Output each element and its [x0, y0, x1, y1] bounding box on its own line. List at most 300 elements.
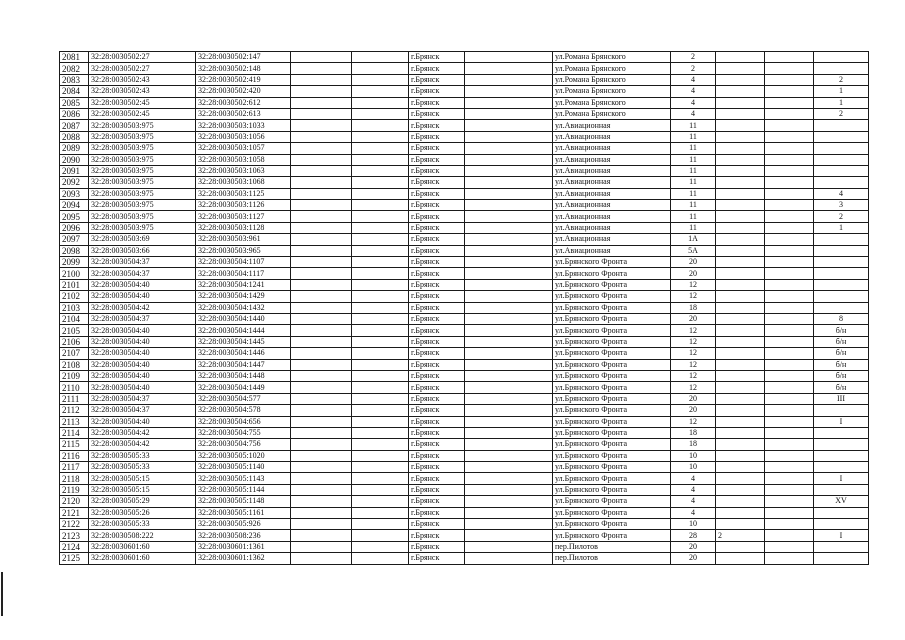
apartment-cell: 2 — [814, 108, 869, 119]
city-cell: г.Брянск — [409, 519, 465, 530]
parent-cadastral-number-cell: 32:28:0030505:15 — [89, 484, 196, 495]
table-body — [60, 52, 869, 565]
empty-cell — [352, 131, 409, 142]
empty-cell — [352, 405, 409, 416]
row-number-cell: 2096 — [60, 222, 89, 233]
street-cell: ул.Авиационная — [553, 211, 671, 222]
cadastral-number-cell: 32:28:0030503:1127 — [196, 211, 291, 222]
empty-cell — [352, 553, 409, 564]
parent-cadastral-number-cell: 32:28:0030503:975 — [89, 120, 196, 131]
empty-cell — [765, 496, 814, 507]
building-cell — [716, 222, 765, 233]
empty-cell — [765, 393, 814, 404]
city-cell: г.Брянск — [409, 257, 465, 268]
city-cell: г.Брянск — [409, 268, 465, 279]
table-row — [60, 359, 869, 370]
street-cell: ул.Брянского Фронта — [553, 325, 671, 336]
empty-cell — [765, 120, 814, 131]
cadastral-number-cell: 32:28:0030505:1020 — [196, 450, 291, 461]
house-number-cell: 4 — [671, 473, 716, 484]
apartment-cell — [814, 165, 869, 176]
cadastral-number-cell: 32:28:0030502:420 — [196, 86, 291, 97]
empty-cell — [465, 268, 553, 279]
row-number-cell: 2105 — [60, 325, 89, 336]
house-number-cell: 10 — [671, 519, 716, 530]
apartment-cell: б/н — [814, 370, 869, 381]
empty-cell — [352, 86, 409, 97]
parent-cadastral-number-cell: 32:28:0030505:33 — [89, 450, 196, 461]
row-number-cell: 2089 — [60, 143, 89, 154]
street-cell: ул.Авиационная — [553, 177, 671, 188]
cadastral-number-cell: 32:28:0030503:1057 — [196, 143, 291, 154]
table-row — [60, 257, 869, 268]
parent-cadastral-number-cell: 32:28:0030504:37 — [89, 313, 196, 324]
row-number-cell: 2125 — [60, 553, 89, 564]
empty-cell — [765, 245, 814, 256]
empty-cell — [291, 439, 352, 450]
empty-cell — [765, 86, 814, 97]
city-cell: г.Брянск — [409, 439, 465, 450]
building-cell — [716, 268, 765, 279]
street-cell: ул.Брянского Фронта — [553, 439, 671, 450]
apartment-cell — [814, 52, 869, 63]
empty-cell — [765, 268, 814, 279]
row-number-cell: 2114 — [60, 427, 89, 438]
building-cell: 2 — [716, 530, 765, 541]
margin-line — [1, 572, 3, 616]
empty-cell — [465, 245, 553, 256]
empty-cell — [765, 427, 814, 438]
empty-cell — [465, 325, 553, 336]
empty-cell — [352, 313, 409, 324]
house-number-cell: 12 — [671, 279, 716, 290]
building-cell — [716, 154, 765, 165]
empty-cell — [765, 291, 814, 302]
house-number-cell: 4 — [671, 97, 716, 108]
empty-cell — [765, 530, 814, 541]
cadastral-number-cell: 32:28:0030505:1161 — [196, 507, 291, 518]
city-cell: г.Брянск — [409, 370, 465, 381]
empty-cell — [765, 325, 814, 336]
parent-cadastral-number-cell: 32:28:0030503:69 — [89, 234, 196, 245]
table-row — [60, 496, 869, 507]
empty-cell — [465, 439, 553, 450]
empty-cell — [352, 63, 409, 74]
house-number-cell: 4 — [671, 74, 716, 85]
house-number-cell: 10 — [671, 462, 716, 473]
street-cell: ул.Авиационная — [553, 154, 671, 165]
house-number-cell: 20 — [671, 541, 716, 552]
row-number-cell: 2087 — [60, 120, 89, 131]
parent-cadastral-number-cell: 32:28:0030504:42 — [89, 439, 196, 450]
cadastral-number-cell: 32:28:0030502:613 — [196, 108, 291, 119]
house-number-cell: 12 — [671, 348, 716, 359]
empty-cell — [352, 473, 409, 484]
cadastral-number-cell: 32:28:0030508:236 — [196, 530, 291, 541]
row-number-cell: 2086 — [60, 108, 89, 119]
parent-cadastral-number-cell: 32:28:0030505:33 — [89, 462, 196, 473]
apartment-cell: 1 — [814, 222, 869, 233]
empty-cell — [765, 200, 814, 211]
street-cell: ул.Брянского Фронта — [553, 393, 671, 404]
apartment-cell — [814, 462, 869, 473]
empty-cell — [765, 177, 814, 188]
table-row — [60, 200, 869, 211]
empty-cell — [291, 74, 352, 85]
house-number-cell: 12 — [671, 325, 716, 336]
apartment-cell: б/н — [814, 348, 869, 359]
city-cell: г.Брянск — [409, 405, 465, 416]
building-cell — [716, 211, 765, 222]
city-cell: г.Брянск — [409, 279, 465, 290]
cadastral-number-cell: 32:28:0030504:656 — [196, 416, 291, 427]
house-number-cell: 12 — [671, 359, 716, 370]
empty-cell — [465, 177, 553, 188]
empty-cell — [291, 211, 352, 222]
empty-cell — [352, 52, 409, 63]
building-cell — [716, 86, 765, 97]
empty-cell — [291, 97, 352, 108]
empty-cell — [465, 200, 553, 211]
empty-cell — [291, 108, 352, 119]
table-row — [60, 541, 869, 552]
empty-cell — [465, 120, 553, 131]
row-number-cell: 2102 — [60, 291, 89, 302]
empty-cell — [465, 234, 553, 245]
empty-cell — [765, 279, 814, 290]
cadastral-number-cell: 32:28:0030503:965 — [196, 245, 291, 256]
table-row — [60, 131, 869, 142]
city-cell: г.Брянск — [409, 484, 465, 495]
empty-cell — [291, 120, 352, 131]
table-row — [60, 143, 869, 154]
street-cell: ул.Брянского Фронта — [553, 450, 671, 461]
empty-cell — [352, 348, 409, 359]
street-cell: ул.Романа Брянского — [553, 63, 671, 74]
street-cell: ул.Романа Брянского — [553, 86, 671, 97]
empty-cell — [465, 188, 553, 199]
house-number-cell: 28 — [671, 530, 716, 541]
empty-cell — [352, 177, 409, 188]
empty-cell — [465, 108, 553, 119]
parent-cadastral-number-cell: 32:28:0030505:26 — [89, 507, 196, 518]
row-number-cell: 2103 — [60, 302, 89, 313]
row-number-cell: 2108 — [60, 359, 89, 370]
row-number-cell: 2123 — [60, 530, 89, 541]
empty-cell — [291, 165, 352, 176]
apartment-cell — [814, 63, 869, 74]
empty-cell — [352, 382, 409, 393]
cadastral-number-cell: 32:28:0030503:1033 — [196, 120, 291, 131]
parent-cadastral-number-cell: 32:28:0030504:40 — [89, 416, 196, 427]
empty-cell — [291, 313, 352, 324]
row-number-cell: 2091 — [60, 165, 89, 176]
empty-cell — [765, 484, 814, 495]
empty-cell — [465, 97, 553, 108]
empty-cell — [465, 541, 553, 552]
city-cell: г.Брянск — [409, 52, 465, 63]
empty-cell — [765, 63, 814, 74]
empty-cell — [291, 359, 352, 370]
city-cell: г.Брянск — [409, 427, 465, 438]
empty-cell — [291, 325, 352, 336]
building-cell — [716, 450, 765, 461]
building-cell — [716, 74, 765, 85]
street-cell: ул.Авиационная — [553, 245, 671, 256]
empty-cell — [291, 370, 352, 381]
building-cell — [716, 541, 765, 552]
building-cell — [716, 302, 765, 313]
building-cell — [716, 416, 765, 427]
street-cell: пер.Пилотов — [553, 553, 671, 564]
apartment-cell — [814, 131, 869, 142]
city-cell: г.Брянск — [409, 200, 465, 211]
empty-cell — [465, 359, 553, 370]
row-number-cell: 2120 — [60, 496, 89, 507]
empty-cell — [291, 553, 352, 564]
building-cell — [716, 484, 765, 495]
parent-cadastral-number-cell: 32:28:0030503:975 — [89, 188, 196, 199]
street-cell: ул.Романа Брянского — [553, 97, 671, 108]
empty-cell — [465, 382, 553, 393]
street-cell: ул.Брянского Фронта — [553, 257, 671, 268]
house-number-cell: 11 — [671, 222, 716, 233]
parent-cadastral-number-cell: 32:28:0030504:37 — [89, 257, 196, 268]
empty-cell — [291, 200, 352, 211]
empty-cell — [465, 302, 553, 313]
empty-cell — [765, 359, 814, 370]
city-cell: г.Брянск — [409, 450, 465, 461]
row-number-cell: 2107 — [60, 348, 89, 359]
empty-cell — [352, 268, 409, 279]
empty-cell — [765, 222, 814, 233]
street-cell: ул.Брянского Фронта — [553, 313, 671, 324]
apartment-cell — [814, 439, 869, 450]
apartment-cell: б/н — [814, 359, 869, 370]
empty-cell — [291, 519, 352, 530]
street-cell: ул.Брянского Фронта — [553, 496, 671, 507]
city-cell: г.Брянск — [409, 63, 465, 74]
street-cell: ул.Брянского Фронта — [553, 279, 671, 290]
house-number-cell: 12 — [671, 382, 716, 393]
empty-cell — [765, 257, 814, 268]
table-row — [60, 86, 869, 97]
city-cell: г.Брянск — [409, 188, 465, 199]
empty-cell — [765, 450, 814, 461]
cadastral-number-cell: 32:28:0030504:578 — [196, 405, 291, 416]
empty-cell — [465, 279, 553, 290]
apartment-cell: б/н — [814, 336, 869, 347]
row-number-cell: 2117 — [60, 462, 89, 473]
cadastral-number-cell: 32:28:0030504:1432 — [196, 302, 291, 313]
property-register-table — [59, 51, 869, 565]
row-number-cell: 2082 — [60, 63, 89, 74]
empty-cell — [291, 484, 352, 495]
table-row — [60, 325, 869, 336]
apartment-cell: б/н — [814, 382, 869, 393]
house-number-cell: 12 — [671, 291, 716, 302]
empty-cell — [291, 245, 352, 256]
house-number-cell: 20 — [671, 257, 716, 268]
house-number-cell: 12 — [671, 370, 716, 381]
parent-cadastral-number-cell: 32:28:0030503:975 — [89, 177, 196, 188]
house-number-cell: 2 — [671, 52, 716, 63]
parent-cadastral-number-cell: 32:28:0030505:15 — [89, 473, 196, 484]
city-cell: г.Брянск — [409, 177, 465, 188]
empty-cell — [765, 370, 814, 381]
house-number-cell: 11 — [671, 200, 716, 211]
empty-cell — [352, 450, 409, 461]
apartment-cell — [814, 120, 869, 131]
apartment-cell — [814, 507, 869, 518]
house-number-cell: 20 — [671, 553, 716, 564]
building-cell — [716, 177, 765, 188]
house-number-cell: 12 — [671, 416, 716, 427]
city-cell: г.Брянск — [409, 245, 465, 256]
row-number-cell: 2116 — [60, 450, 89, 461]
house-number-cell: 20 — [671, 405, 716, 416]
cadastral-number-cell: 32:28:0030502:148 — [196, 63, 291, 74]
parent-cadastral-number-cell: 32:28:0030503:975 — [89, 154, 196, 165]
street-cell: ул.Авиационная — [553, 188, 671, 199]
empty-cell — [765, 416, 814, 427]
cadastral-number-cell: 32:28:0030504:1446 — [196, 348, 291, 359]
empty-cell — [352, 393, 409, 404]
apartment-cell — [814, 234, 869, 245]
parent-cadastral-number-cell: 32:28:0030502:45 — [89, 108, 196, 119]
table-row — [60, 291, 869, 302]
house-number-cell: 5А — [671, 245, 716, 256]
city-cell: г.Брянск — [409, 120, 465, 131]
street-cell: ул.Авиационная — [553, 234, 671, 245]
parent-cadastral-number-cell: 32:28:0030502:43 — [89, 86, 196, 97]
empty-cell — [291, 234, 352, 245]
house-number-cell: 20 — [671, 393, 716, 404]
table-row — [60, 234, 869, 245]
table-row — [60, 245, 869, 256]
empty-cell — [465, 291, 553, 302]
table-row — [60, 348, 869, 359]
empty-cell — [465, 63, 553, 74]
empty-cell — [465, 473, 553, 484]
city-cell: г.Брянск — [409, 462, 465, 473]
cadastral-number-cell: 32:28:0030505:1148 — [196, 496, 291, 507]
empty-cell — [765, 313, 814, 324]
building-cell — [716, 120, 765, 131]
apartment-cell — [814, 427, 869, 438]
empty-cell — [765, 462, 814, 473]
cadastral-number-cell: 32:28:0030503:1126 — [196, 200, 291, 211]
street-cell: ул.Брянского Фронта — [553, 473, 671, 484]
empty-cell — [291, 291, 352, 302]
building-cell — [716, 143, 765, 154]
street-cell: ул.Авиационная — [553, 165, 671, 176]
house-number-cell: 4 — [671, 484, 716, 495]
parent-cadastral-number-cell: 32:28:0030505:29 — [89, 496, 196, 507]
table-row — [60, 302, 869, 313]
empty-cell — [291, 348, 352, 359]
row-number-cell: 2093 — [60, 188, 89, 199]
empty-cell — [291, 473, 352, 484]
empty-cell — [291, 268, 352, 279]
table-row — [60, 279, 869, 290]
empty-cell — [352, 416, 409, 427]
city-cell: г.Брянск — [409, 325, 465, 336]
empty-cell — [291, 154, 352, 165]
parent-cadastral-number-cell: 32:28:0030601:60 — [89, 553, 196, 564]
cadastral-number-cell: 32:28:0030504:755 — [196, 427, 291, 438]
city-cell: г.Брянск — [409, 348, 465, 359]
table-row — [60, 370, 869, 381]
empty-cell — [765, 541, 814, 552]
building-cell — [716, 496, 765, 507]
empty-cell — [352, 222, 409, 233]
table-row — [60, 484, 869, 495]
city-cell: г.Брянск — [409, 496, 465, 507]
apartment-cell — [814, 553, 869, 564]
street-cell: ул.Брянского Фронта — [553, 370, 671, 381]
street-cell: ул.Брянского Фронта — [553, 462, 671, 473]
parent-cadastral-number-cell: 32:28:0030504:40 — [89, 336, 196, 347]
row-number-cell: 2118 — [60, 473, 89, 484]
street-cell: ул.Брянского Фронта — [553, 507, 671, 518]
house-number-cell: 1А — [671, 234, 716, 245]
empty-cell — [291, 541, 352, 552]
empty-cell — [352, 143, 409, 154]
building-cell — [716, 97, 765, 108]
street-cell: ул.Брянского Фронта — [553, 484, 671, 495]
table-row — [60, 313, 869, 324]
empty-cell — [352, 439, 409, 450]
city-cell: г.Брянск — [409, 382, 465, 393]
house-number-cell: 11 — [671, 177, 716, 188]
apartment-cell — [814, 245, 869, 256]
cadastral-number-cell: 32:28:0030504:1241 — [196, 279, 291, 290]
cadastral-number-cell: 32:28:0030504:1449 — [196, 382, 291, 393]
table-row — [60, 462, 869, 473]
empty-cell — [291, 507, 352, 518]
cadastral-number-cell: 32:28:0030502:419 — [196, 74, 291, 85]
cadastral-number-cell: 32:28:0030502:147 — [196, 52, 291, 63]
cadastral-number-cell: 32:28:0030504:1448 — [196, 370, 291, 381]
empty-cell — [765, 234, 814, 245]
building-cell — [716, 336, 765, 347]
empty-cell — [352, 154, 409, 165]
empty-cell — [352, 462, 409, 473]
city-cell: г.Брянск — [409, 97, 465, 108]
city-cell: г.Брянск — [409, 234, 465, 245]
building-cell — [716, 52, 765, 63]
apartment-cell: 1 — [814, 97, 869, 108]
street-cell: ул.Брянского Фронта — [553, 336, 671, 347]
street-cell: ул.Брянского Фронта — [553, 348, 671, 359]
row-number-cell: 2112 — [60, 405, 89, 416]
empty-cell — [465, 336, 553, 347]
table-row — [60, 52, 869, 63]
building-cell — [716, 393, 765, 404]
empty-cell — [765, 143, 814, 154]
parent-cadastral-number-cell: 32:28:0030504:40 — [89, 370, 196, 381]
city-cell: г.Брянск — [409, 211, 465, 222]
city-cell: г.Брянск — [409, 393, 465, 404]
building-cell — [716, 291, 765, 302]
table-row — [60, 530, 869, 541]
empty-cell — [465, 393, 553, 404]
cadastral-number-cell: 32:28:0030505:1144 — [196, 484, 291, 495]
building-cell — [716, 370, 765, 381]
empty-cell — [291, 143, 352, 154]
empty-cell — [352, 427, 409, 438]
